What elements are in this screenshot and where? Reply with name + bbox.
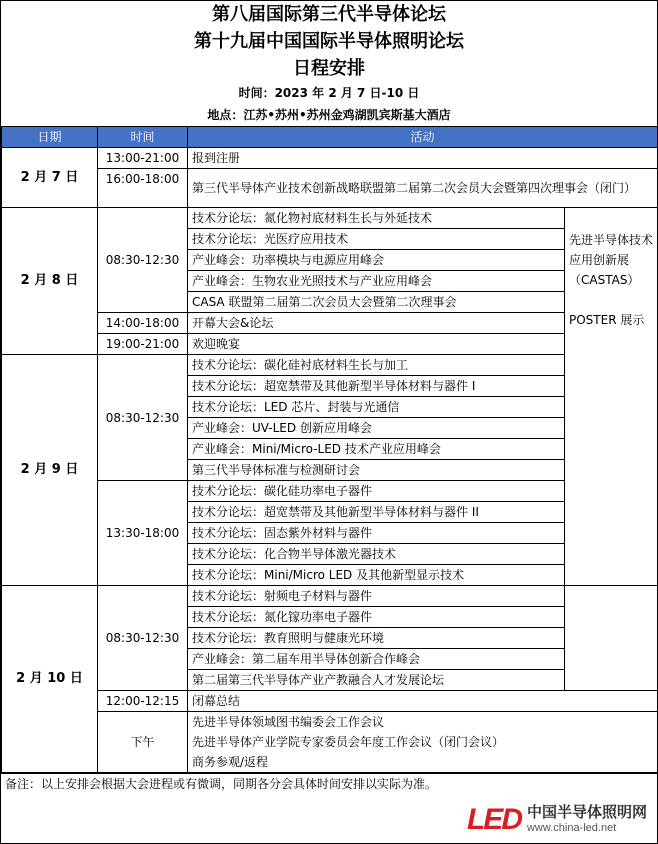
- time-slot: 19:00-21:00: [98, 334, 188, 355]
- activity-item: 技术分论坛：教育照明与健康光环境: [188, 628, 565, 649]
- exhibition-label: 先进半导体技术应用创新展（CASTAS）: [569, 233, 654, 287]
- table-row: [2, 169, 658, 208]
- table-row: [2, 712, 658, 733]
- time-slot: 13:30-18:00: [98, 481, 188, 586]
- activity-item: 技术分论坛：碳化硅衬底材料生长与加工: [188, 355, 565, 376]
- activity-item: 技术分论坛：射频电子材料与器件: [188, 586, 565, 607]
- activity-item: 技术分论坛：氮化物衬底材料生长与外延技术: [188, 208, 565, 229]
- time-slot: 08:30-12:30: [98, 355, 188, 481]
- activity-item: 报到注册: [188, 148, 658, 169]
- title-forum-1: 第八届国际第三代半导体论坛: [212, 4, 446, 25]
- footnote: 备注：以上安排会根据大会进程或有微调，同期各分会具体时间安排以实际为准。: [1, 773, 657, 794]
- table-row: [2, 586, 658, 607]
- activity-item: 闭幕总结: [188, 691, 658, 712]
- day-date-feb9: 2 月 9 日: [2, 355, 98, 586]
- logo-site-name: 中国半导体照明网: [526, 803, 647, 821]
- table-row: [2, 208, 658, 229]
- event-location: 地点：江苏•苏州•苏州金鸡湖凯宾斯基大酒店: [207, 108, 451, 122]
- activity-item: 产业峰会：生物农业光照技术与产业应用峰会: [188, 271, 565, 292]
- table-row: [2, 481, 658, 502]
- schedule-header: [1, 1, 657, 126]
- table-row: [2, 148, 658, 169]
- time-slot: 12:00-12:15: [98, 691, 188, 712]
- table-row: [2, 691, 658, 712]
- activity-item: 第三代半导体产业技术创新战略联盟第二届第二次会员大会暨第四次理事会（闭门）: [188, 169, 658, 208]
- activity-item: 第三代半导体标准与检测研讨会: [188, 460, 565, 481]
- day-date-feb8: 2 月 8 日: [2, 208, 98, 355]
- activity-item: 技术分论坛：LED 芯片、封装与光通信: [188, 397, 565, 418]
- table-row: [2, 355, 658, 376]
- led-logo-icon: LED: [466, 803, 521, 836]
- logo-url: www.china-led.net: [526, 822, 617, 834]
- activity-item: 开幕大会&论坛: [188, 313, 658, 334]
- activity-item: 技术分论坛：碳化硅功率电子器件: [188, 481, 565, 502]
- time-slot: 14:00-18:00: [98, 313, 188, 334]
- time-slot: 13:00-21:00: [98, 148, 188, 169]
- time-slot: 下午: [98, 712, 188, 773]
- table-header-row: [2, 127, 658, 148]
- column-header-date: 日期: [2, 127, 98, 148]
- activity-item: 先进半导体领域图书编委会工作会议: [188, 712, 658, 733]
- time-slot: 08:30-12:30: [98, 586, 188, 691]
- activity-item: 技术分论坛：光医疗应用技术: [188, 229, 565, 250]
- day-date-feb7: 2 月 7 日: [2, 148, 98, 208]
- title-forum-2: 第十九届中国国际半导体照明论坛: [194, 31, 464, 52]
- column-header-activity: 活动: [188, 127, 658, 148]
- time-slot: 08:30-12:30: [98, 208, 188, 313]
- schedule-table: [1, 126, 658, 773]
- day-date-feb10: 2 月 10 日: [2, 586, 98, 773]
- title-schedule: 日程安排: [293, 58, 365, 79]
- table-row: [2, 313, 658, 334]
- activity-item: 技术分论坛：化合物半导体激光器技术: [188, 544, 565, 565]
- side-blank-cell: [565, 586, 658, 691]
- poster-label: POSTER 展示: [569, 313, 645, 327]
- event-time: 时间：2023 年 2 月 7 日-10 日: [238, 86, 420, 100]
- activity-item: 技术分论坛：氮化镓功率电子器件: [188, 607, 565, 628]
- activity-item: 技术分论坛：超宽禁带及其他新型半导体材料与器件 II: [188, 502, 565, 523]
- china-led-logo: [463, 801, 651, 839]
- time-slot: 16:00-18:00: [98, 169, 188, 208]
- activity-item: 产业峰会：功率模块与电源应用峰会: [188, 250, 565, 271]
- column-header-time: 时间: [98, 127, 188, 148]
- activity-item: 第二届第三代半导体产业产教融合人才发展论坛: [188, 670, 565, 691]
- activity-item: 商务参观/返程: [188, 752, 658, 773]
- logo-text: [527, 804, 647, 836]
- exhibition-side-note: [565, 208, 658, 586]
- activity-item: 产业峰会：UV-LED 创新应用峰会: [188, 418, 565, 439]
- activity-item: 技术分论坛：Mini/Micro LED 及其他新型显示技术: [188, 565, 565, 586]
- activity-item: 先进半导体产业学院专家委员会年度工作会议（闭门会议）: [188, 732, 658, 752]
- activity-item: 技术分论坛：超宽禁带及其他新型半导体材料与器件 I: [188, 376, 565, 397]
- activity-item: 欢迎晚宴: [188, 334, 658, 355]
- table-row: [2, 334, 658, 355]
- activity-item: CASA 联盟第二届第二次会员大会暨第二次理事会: [188, 292, 565, 313]
- activity-item: 产业峰会：第二届车用半导体创新合作峰会: [188, 649, 565, 670]
- activity-item: 产业峰会：Mini/Micro-LED 技术产业应用峰会: [188, 439, 565, 460]
- activity-item: 技术分论坛：固态紫外材料与器件: [188, 523, 565, 544]
